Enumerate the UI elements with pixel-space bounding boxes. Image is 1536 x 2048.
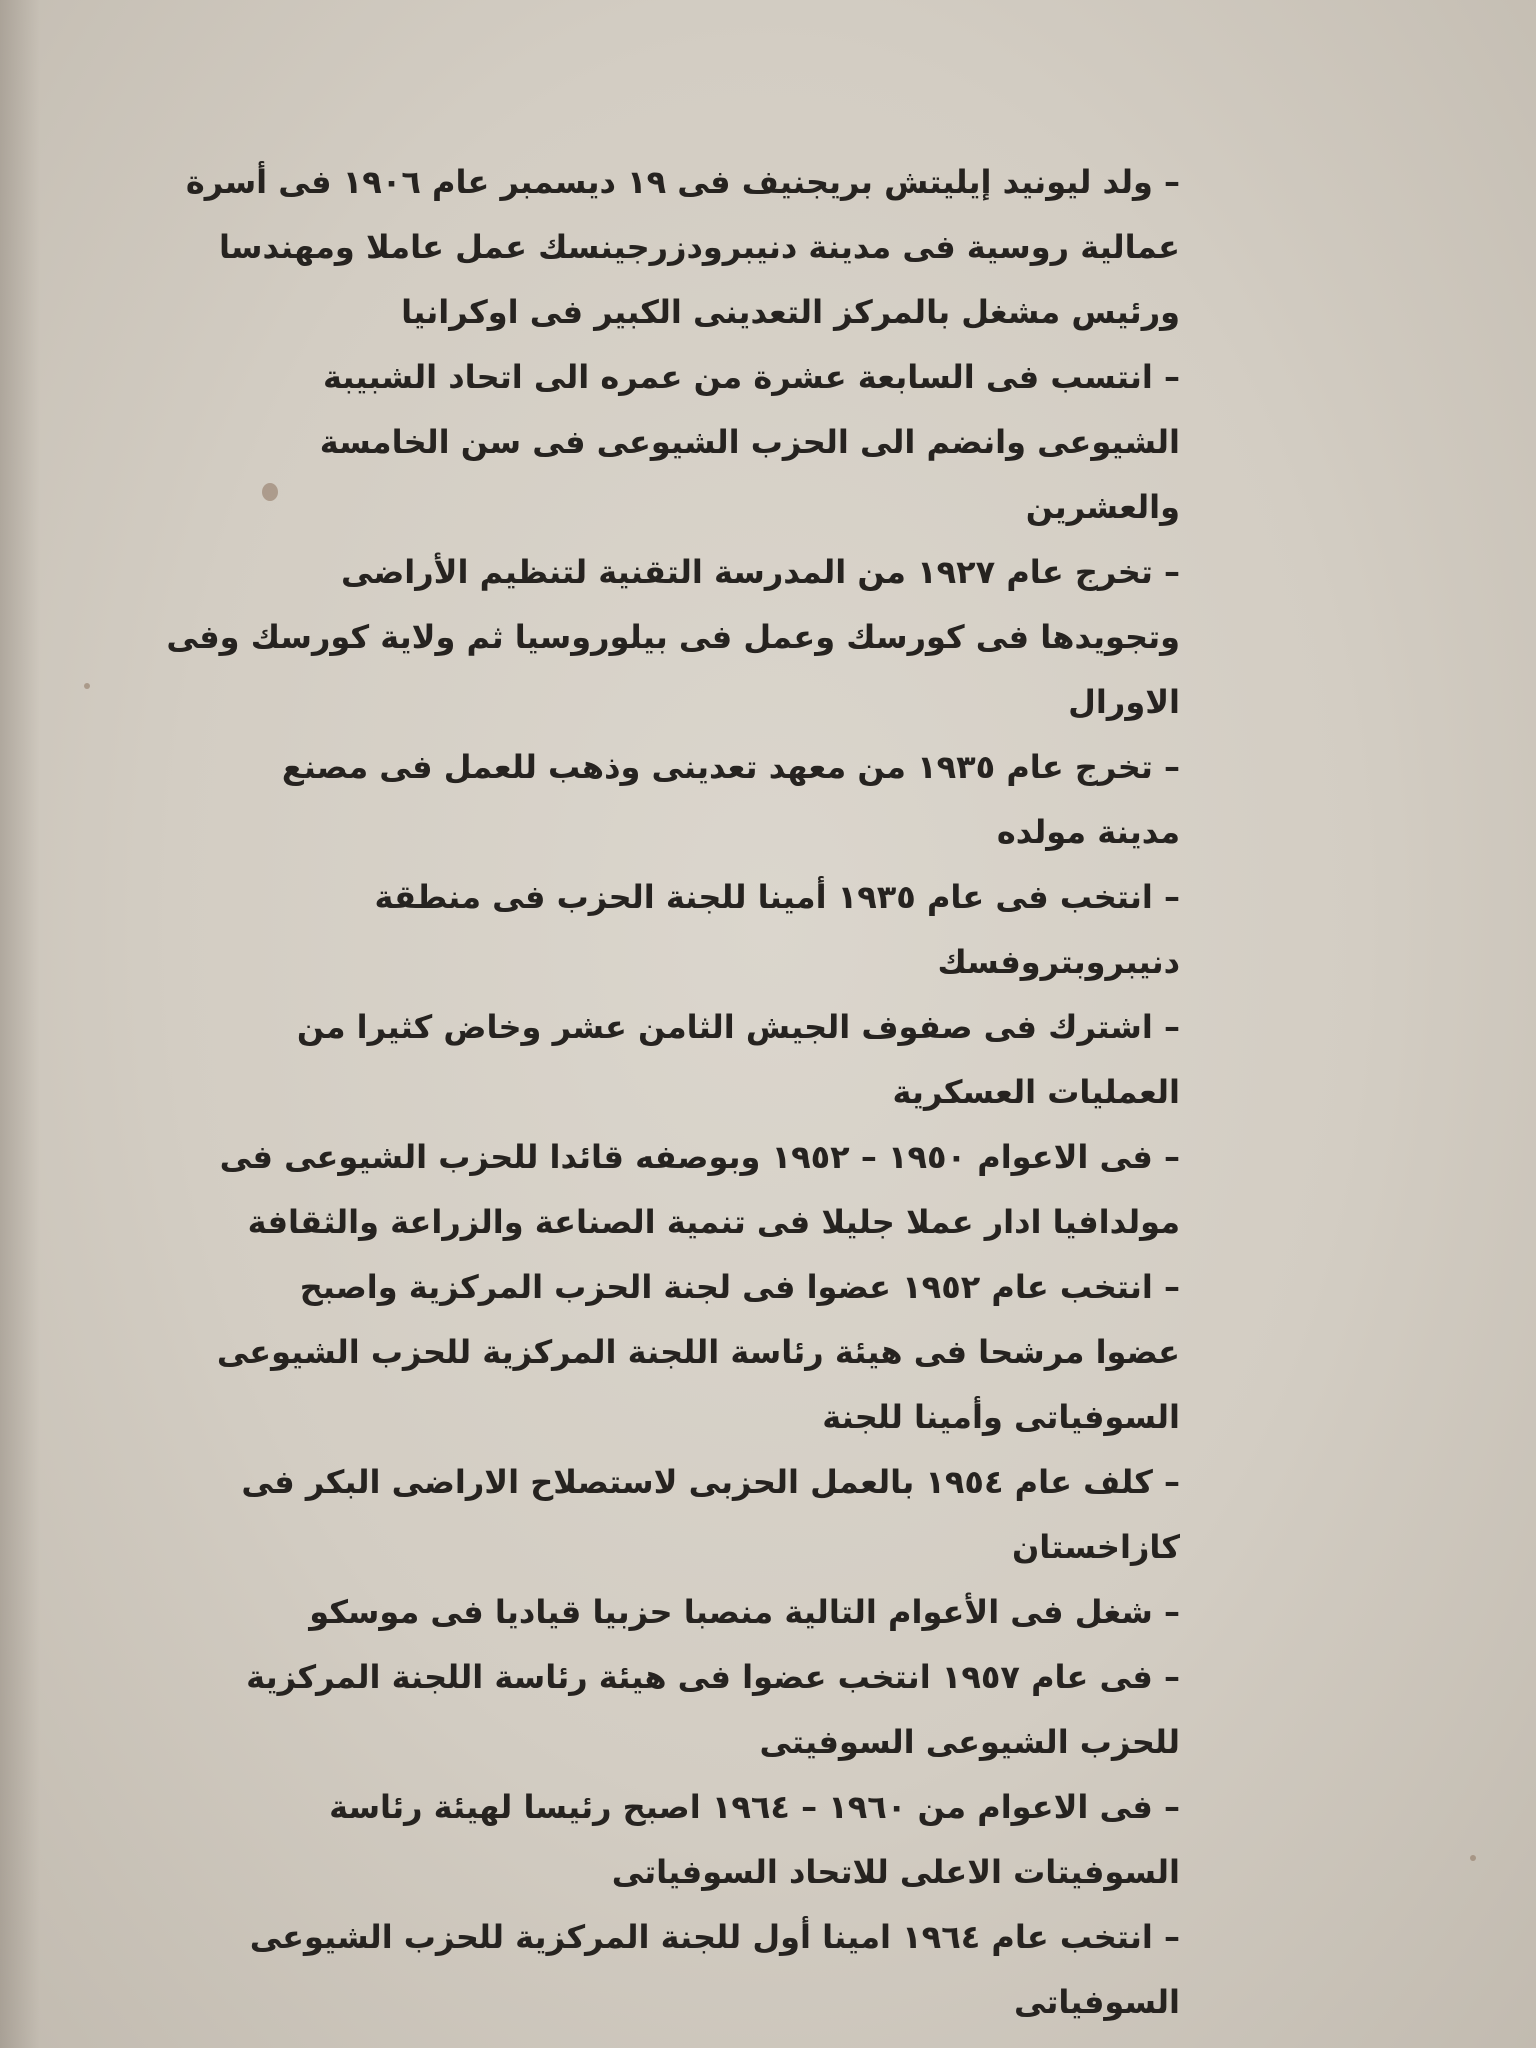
bio-entry <box>150 735 1180 865</box>
text-line: – انتخب عام ١٩٥٢ عضوا فى لجنة الحزب المركزية واصبح <box>299 1268 1180 1306</box>
biography-text <box>150 150 1180 2035</box>
text-line: – فى عام ١٩٥٧ انتخب عضوا فى هيئة رئاسة اللجنة المركزية <box>246 1658 1180 1696</box>
bio-entry <box>150 865 1180 995</box>
text-line: ورئيس مشغل بالمركز التعدينى الكبير فى اوكرانيا <box>401 293 1180 331</box>
text-line: – اشترك فى صفوف الجيش الثامن عشر وخاض كثيرا من <box>296 1008 1180 1046</box>
paper-speck <box>84 683 90 689</box>
text-line: الاورال <box>1068 683 1180 721</box>
text-line: العمليات العسكرية <box>892 1073 1180 1111</box>
text-line: الشيوعى وانضم الى الحزب الشيوعى فى سن الخامسة <box>319 423 1180 461</box>
bio-entry <box>150 995 1180 1125</box>
bio-entry <box>150 1125 1180 1255</box>
text-line: – شغل فى الأعوام التالية منصبا حزبيا قياديا فى موسكو <box>309 1593 1180 1631</box>
text-line: السوفياتى <box>1013 1983 1180 2021</box>
text-line: مدينة مولده <box>996 813 1180 851</box>
text-line: مولدافيا ادار عملا جليلا فى تنمية الصناعة والزراعة والثقافة <box>247 1203 1180 1241</box>
bio-entry <box>150 1255 1180 1450</box>
text-line: عمالية روسية فى مدينة دنيبرودزرجينسك عمل عاملا ومهندسا <box>218 228 1180 266</box>
page-edge-shadow <box>0 0 40 2048</box>
bio-entry <box>150 540 1180 735</box>
text-line: للحزب الشيوعى السوفيتى <box>759 1723 1180 1761</box>
text-line: – فى الاعوام من ١٩٦٠ – ١٩٦٤ اصبح رئيسا لهيئة رئاسة <box>329 1788 1180 1826</box>
text-line: السوفيتات الاعلى للاتحاد السوفياتى <box>611 1853 1180 1891</box>
text-line: – فى الاعوام ١٩٥٠ – ١٩٥٢ وبوصفه قائدا للحزب الشيوعى فى <box>219 1138 1180 1176</box>
text-line: عضوا مرشحا فى هيئة رئاسة اللجنة المركزية للحزب الشيوعى <box>216 1333 1180 1371</box>
bio-entry <box>150 345 1180 540</box>
paper-speck <box>1470 1855 1476 1861</box>
bio-entry <box>150 1775 1180 1905</box>
bio-entry <box>150 1450 1180 1580</box>
bio-entry <box>150 1645 1180 1775</box>
text-line: – انتخب عام ١٩٦٤ امينا أول للجنة المركزية للحزب الشيوعى <box>249 1918 1180 1956</box>
text-line: وتجويدها فى كورسك وعمل فى بيلوروسيا ثم ولاية كورسك وفى <box>166 618 1180 656</box>
bio-entry <box>150 150 1180 345</box>
text-line: – انتخب فى عام ١٩٣٥ أمينا للجنة الحزب فى منطقة <box>374 878 1180 916</box>
text-line: – ولد ليونيد إيليتش بريجنيف فى ١٩ ديسمبر عام ١٩٠٦ فى أسرة <box>185 163 1180 201</box>
text-line: – كلف عام ١٩٥٤ بالعمل الحزبى لاستصلاح الاراضى البكر فى <box>241 1463 1180 1501</box>
text-line: – تخرج عام ١٩٣٥ من معهد تعدينى وذهب للعمل فى مصنع <box>281 748 1180 786</box>
bio-entry <box>150 1580 1180 1645</box>
text-line: كازاخستان <box>1011 1528 1180 1566</box>
bio-entry <box>150 1905 1180 2035</box>
text-line: السوفياتى وأمينا للجنة <box>822 1398 1180 1436</box>
text-line: – تخرج عام ١٩٢٧ من المدرسة التقنية لتنظيم الأراضى <box>340 553 1180 591</box>
text-line: والعشرين <box>1025 488 1180 526</box>
text-line: – انتسب فى السابعة عشرة من عمره الى اتحاد الشبيبة <box>322 358 1180 396</box>
text-line: دنيبروبتروفسك <box>937 943 1180 981</box>
